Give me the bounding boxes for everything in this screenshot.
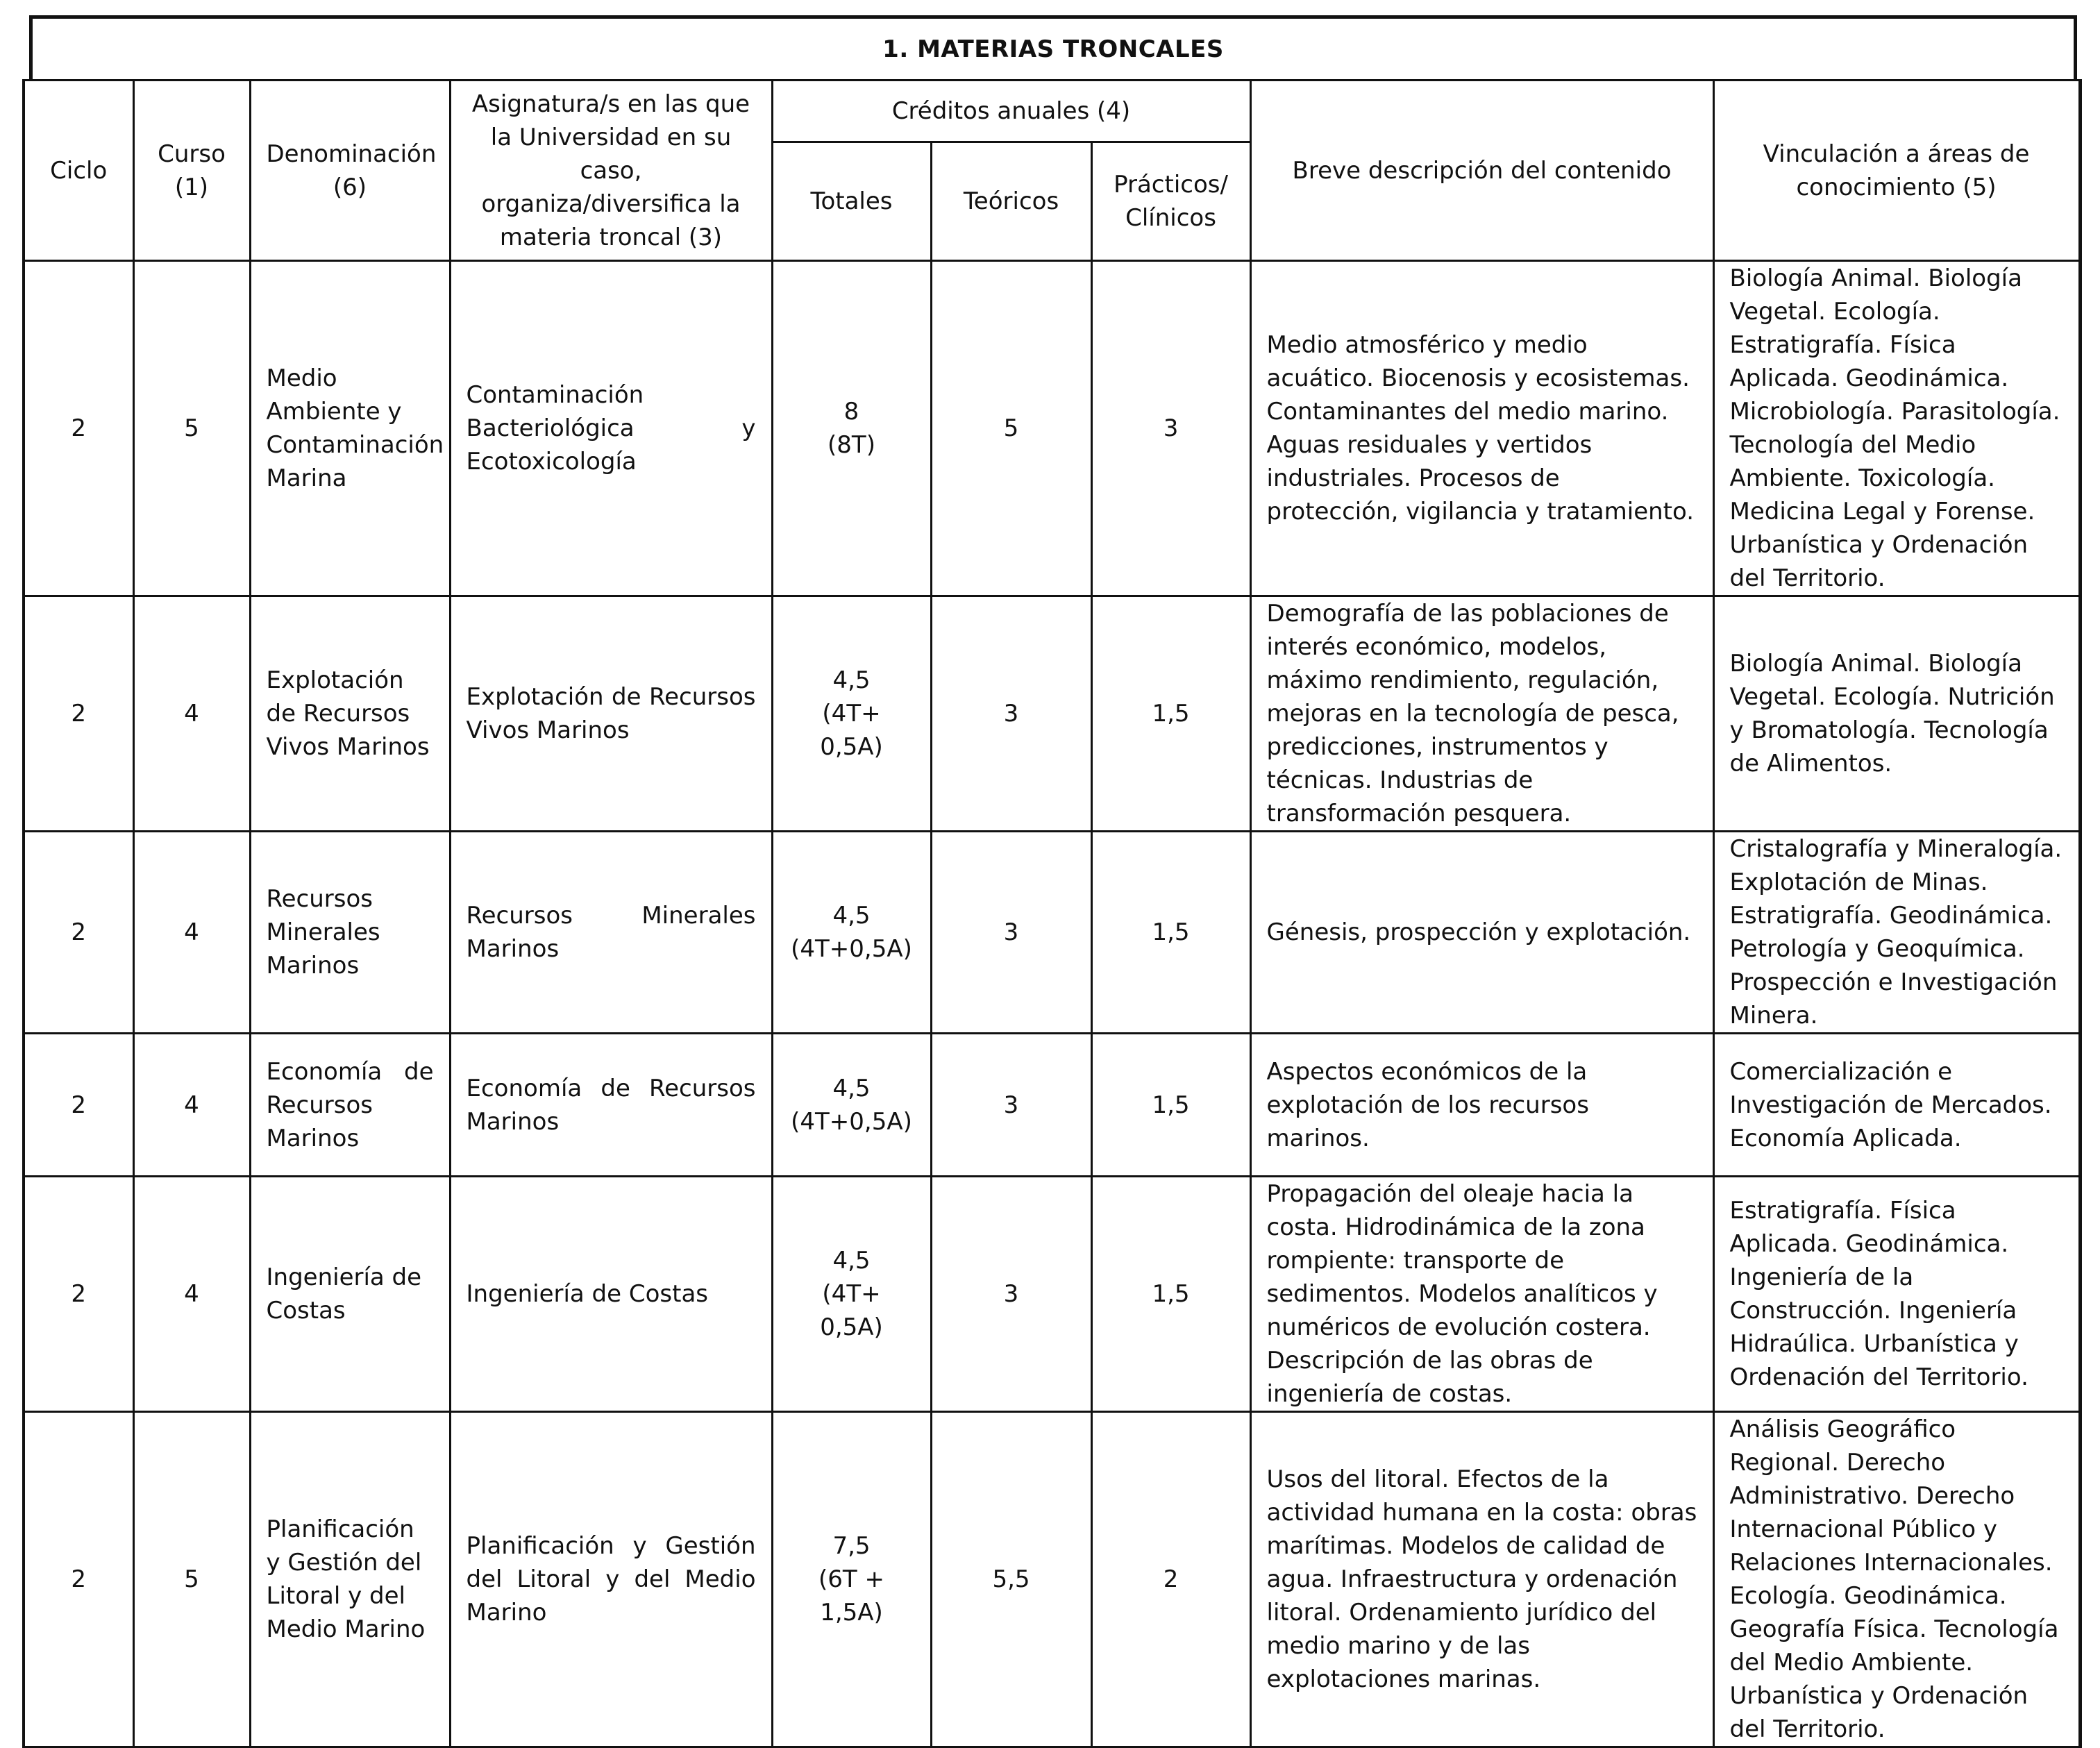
table-row (24, 1177, 2080, 1412)
cell-descripcion: Génesis, prospección y explotación. (1250, 832, 1713, 1034)
table-row (24, 1034, 2080, 1177)
cell-curso: 4 (133, 832, 250, 1034)
table-row (24, 832, 2080, 1034)
cell-practicos: 1,5 (1091, 1177, 1250, 1412)
header-practicos: Prácticos/ Clínicos (1091, 142, 1250, 261)
header-teoricos: Teóricos (931, 142, 1091, 261)
header-asignatura: Asignatura/s en las que la Universidad en su caso, organiza/diversifica la materia troncal (3) (450, 81, 772, 261)
header-denominacion: Denominación (6) (250, 81, 450, 261)
cell-vinculacion: Biología Animal. Biología Vegetal. Ecología. Estratigrafía. Física Aplicada. Geodinámica. Microbiología. Parasitología. Tecnología del Medio Ambiente. Toxicología. Medicina Legal y Forense. Urbanística y Ordenación del Territorio. (1713, 261, 2080, 596)
cell-vinculacion: Estratigrafía. Física Aplicada. Geodinámica. Ingeniería de la Construcción. Ingeniería Hidraúlica. Urbanística y Ordenación del Territorio. (1713, 1177, 2080, 1412)
cell-vinculacion: Comercialización e Investigación de Mercados. Economía Aplicada. (1713, 1034, 2080, 1177)
cell-asignatura: Explotación de Recursos Vivos Marinos (450, 596, 772, 832)
cell-teoricos: 3 (931, 1177, 1091, 1412)
cell-practicos: 2 (1091, 1412, 1250, 1747)
cell-teoricos: 3 (931, 1034, 1091, 1177)
cell-ciclo: 2 (24, 832, 133, 1034)
cell-denominacion: Economía de Recursos Marinos (250, 1034, 450, 1177)
header-descripcion: Breve descripción del contenido (1250, 81, 1713, 261)
cell-asignatura: Planificación y Gestión del Litoral y del Medio Marino (450, 1412, 772, 1747)
materias-troncales-table (22, 79, 2082, 1748)
cell-vinculacion: Biología Animal. Biología Vegetal. Ecología. Nutrición y Bromatología. Tecnología de Alimentos. (1713, 596, 2080, 832)
header-vinculacion: Vinculación a áreas de conocimiento (5) (1713, 81, 2080, 261)
cell-curso: 4 (133, 1034, 250, 1177)
cell-ciclo: 2 (24, 596, 133, 832)
table-row (24, 1412, 2080, 1747)
cell-totales: 8 (8T) (772, 261, 931, 596)
cell-teoricos: 5 (931, 261, 1091, 596)
cell-ciclo: 2 (24, 1034, 133, 1177)
cell-vinculacion: Cristalografía y Mineralogía. Explotación de Minas. Estratigrafía. Geodinámica. Petrología y Geoquímica. Prospección e Investigación Minera. (1713, 832, 2080, 1034)
cell-curso: 5 (133, 1412, 250, 1747)
cell-totales: 7,5 (6T + 1,5A) (772, 1412, 931, 1747)
cell-practicos: 1,5 (1091, 832, 1250, 1034)
cell-vinculacion: Análisis Geográfico Regional. Derecho Administrativo. Derecho Internacional Público y Relaciones Internacionales. Ecología. Geodinámica. Geografía Física. Tecnología del Medio Ambiente. Urbanística y Ordenación del Territorio. (1713, 1412, 2080, 1747)
cell-curso: 4 (133, 596, 250, 832)
cell-teoricos: 3 (931, 832, 1091, 1034)
table-row (24, 261, 2080, 596)
cell-ciclo: 2 (24, 1177, 133, 1412)
cell-totales: 4,5 (4T+0,5A) (772, 1034, 931, 1177)
cell-asignatura: Contaminación Bacteriológica y Ecotoxicología (450, 261, 772, 596)
cell-descripcion: Medio atmosférico y medio acuático. Biocenosis y ecosistemas. Contaminantes del medio marino. Aguas residuales y vertidos industriales. Procesos de protección, vigilancia y tratamiento. (1250, 261, 1713, 596)
cell-ciclo: 2 (24, 261, 133, 596)
table-row (24, 596, 2080, 832)
header-totales: Totales (772, 142, 931, 261)
cell-denominacion: Planificación y Gestión del Litoral y del Medio Marino (250, 1412, 450, 1747)
cell-descripcion: Usos del litoral. Efectos de la actividad humana en la costa: obras marítimas. Modelos de calidad de agua. Infraestructura y ordenación litoral. Ordenamiento jurídico del medio marino y de las explotaciones marinas. (1250, 1412, 1713, 1747)
cell-denominacion: Medio Ambiente y Contaminación Marina (250, 261, 450, 596)
cell-curso: 4 (133, 1177, 250, 1412)
header-creditos-anuales: Créditos anuales (4) (772, 81, 1250, 142)
cell-curso: 5 (133, 261, 250, 596)
cell-practicos: 1,5 (1091, 596, 1250, 832)
cell-teoricos: 3 (931, 596, 1091, 832)
cell-descripcion: Propagación del oleaje hacia la costa. Hidrodinámica de la zona rompiente: transporte de sedimentos. Modelos analíticos y numéricos de evolución costera. Descripción de las obras de ingeniería de costas. (1250, 1177, 1713, 1412)
cell-asignatura: Recursos Minerales Marinos (450, 832, 772, 1034)
header-ciclo: Ciclo (24, 81, 133, 261)
cell-teoricos: 5,5 (931, 1412, 1091, 1747)
cell-asignatura: Economía de Recursos Marinos (450, 1034, 772, 1177)
cell-totales: 4,5 (4T+ 0,5A) (772, 596, 931, 832)
cell-practicos: 1,5 (1091, 1034, 1250, 1177)
cell-practicos: 3 (1091, 261, 1250, 596)
cell-totales: 4,5 (4T+ 0,5A) (772, 1177, 931, 1412)
cell-ciclo: 2 (24, 1412, 133, 1747)
cell-asignatura: Ingeniería de Costas (450, 1177, 772, 1412)
cell-totales: 4,5 (4T+0,5A) (772, 832, 931, 1034)
cell-denominacion: Ingeniería de Costas (250, 1177, 450, 1412)
cell-denominacion: Explotación de Recursos Vivos Marinos (250, 596, 450, 832)
cell-denominacion: Recursos Minerales Marinos (250, 832, 450, 1034)
cell-descripcion: Demografía de las poblaciones de interés económico, modelos, máximo rendimiento, regulación, mejoras en la tecnología de pesca, predicciones, instrumentos y técnicas. Industrias de transformación pesquera. (1250, 596, 1713, 832)
header-curso: Curso (1) (133, 81, 250, 261)
cell-descripcion: Aspectos económicos de la explotación de los recursos marinos. (1250, 1034, 1713, 1177)
table-title: 1. MATERIAS TRONCALES (29, 15, 2077, 79)
